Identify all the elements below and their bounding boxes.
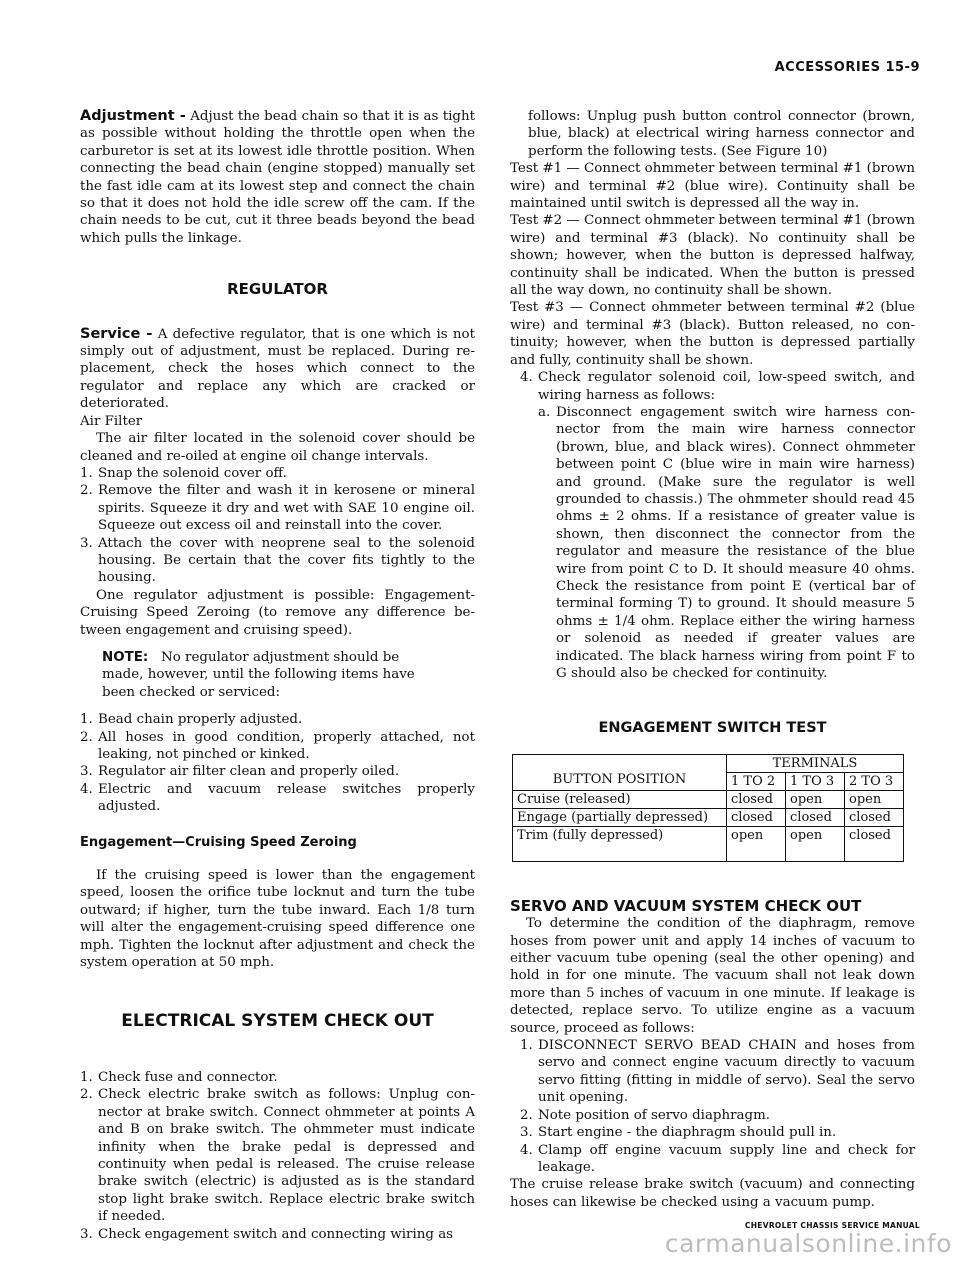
list-item: 4. Electric and vacuum release switches properly adjusted. (80, 781, 475, 815)
table-row (513, 826, 904, 861)
regulator-heading: REGULATOR (227, 280, 328, 299)
sub-steps (538, 404, 915, 683)
engagement-heading: ENGAGEMENT SWITCH TEST (598, 720, 827, 737)
adjustment-paragraph (80, 108, 475, 247)
zeroing-text: If the cruising speed is lower than the engagement speed, loosen the orifice tube locknut and turn the tube outward; if higher, turn the tube inward. Each 1/8 turn will alter the engagement-cruising speed difference one mph. Tighten the locknut after adjustment and check the system operation at 50 mph. (80, 868, 475, 971)
closing-text: The cruise release brake switch (vacuum) and connecting hoses can likewise be checked using a vacuum pump. (510, 1177, 915, 1210)
list-item: 2. All hoses in good condition, properly attached, not leaking, not pinched or kinked. (80, 729, 475, 762)
list-item: 3. Check engagement switch and connecting wiring as (80, 1226, 454, 1242)
list-item: 1. Snap the solenoid cover off. (80, 465, 287, 481)
air-filter-text: The air filter located in the solenoid cover should be cleaned and re-oiled at engine oil change intervals. (80, 431, 475, 464)
servo-text: To determine the condition of the diaphragm, remove hoses from power unit and apply 14 inches of vacuum to either vacuum tube opening (seal the other opening) and hold in for one minute. The vacuum shall not leak down more than 5 inches of vacuum in one minute. If leakage is detected, replace servo. To utilize engine as a vacuum source, proceed as follows: (510, 916, 915, 1036)
note-block (102, 649, 422, 701)
list-item: 1. Bead chain properly adjusted. (80, 712, 303, 728)
adjustment-possible-text: One regulator adjustment is possible: Engagement-Cruising Speed Zeroing (to remove any difference between engagement and cruising speed). (80, 587, 475, 638)
page-footer: CHEVROLET CHASSIS SERVICE MANUAL (744, 1221, 920, 1230)
note-text: No regulator adjustment should be made, however, until the following items have been checked or serviced: (102, 649, 415, 700)
column-header: 1 TO 3 (786, 772, 845, 790)
zeroing-heading: Engagement—Cruising Speed Zeroing (80, 834, 357, 850)
watermark: carmanualsonline.info (664, 1229, 952, 1258)
engagement-switch-table (512, 754, 904, 862)
column-header: 1 TO 2 (727, 772, 786, 790)
table-cell: Trim (fully depressed) (513, 826, 727, 861)
table-cell: closed (845, 826, 904, 861)
note-label: NOTE: (102, 649, 149, 665)
air-filter-steps (80, 465, 475, 587)
service-paragraph (80, 326, 475, 413)
list-item: a. Disconnect engagement switch wire harness connector from the main wire harness connector (brown, blue, and black wires). Connect ohmmeter between point C (blue wire in main wire harness) and ground. (Make sure the regulator is well grounded to chassis.) The ohmmeter should read 45 ohms ± 2 ohms. If a resistance of greater value is shown, then disconnect the connector from the regulator and measure the resistance of the blue wire from point C to D. It should measure 40 ohms. Check the resistance from point E (vertical bar of terminal forming T) to ground. It should measure 5 ohms ± 1/4 ohm. Replace either the wiring harness or solenoid as needed if greater values are indicated. The black harness wiring from point F to G should also be checked for continuity. (538, 404, 915, 681)
servo-heading: SERVO AND VACUUM SYSTEM CHECK OUT (510, 896, 862, 915)
test-2: Test #2 — Connect ohmmeter between terminal #1 (brown wire) and terminal #3 (black). No continuity shall be shown; however, when the button is depressed halfway, continuity shall be indicated. When the button is pressed all the way down, no continuity shall be shown. (510, 213, 915, 299)
list-item: 3. Attach the cover with neoprene seal to the solenoid housing. Be certain that the cover fits tightly to the housing. (80, 535, 475, 586)
column-header: 2 TO 3 (845, 772, 904, 790)
list-item: 2. Check electric brake switch as follows: Unplug connector at brake switch. Connect ohmmeter at points A and B on brake switch. The ohmmeter must indicate infinity when the brake pedal is depressed and continuity when pedal is released. The cruise release brake switch (electric) is adjusted as is the standard stop light brake switch. Replace electric brake switch if needed. (80, 1087, 475, 1225)
table-cell: open (786, 790, 845, 808)
list-item: 1. Check fuse and connector. (80, 1069, 278, 1085)
table-header-row (513, 754, 904, 772)
list-item: 4. Check regulator solenoid coil, low-speed switch, and wiring harness as follows: a. Disconnect engagement switch wire harness connector from the main wire harness connector (brown, blue, and black wires). Connect ohmmeter between point C (blue wire in main wire harness) and ground. (Make sure the regulator is well grounded to chassis.) The ohmmeter should read 45 ohms ± 2 ohms. If a resistance of greater value is shown, then disconnect the connector from the regulator and measure the resistance of the blue wire from point C to D. It should measure 40 ohms. Check the resistance from point E (vertical bar of terminal forming T) to ground. It should measure 5 ohms ± 1/4 ohm. Replace either the wiring harness or solenoid as needed if greater values are indicated. The black harness wiring from point F to G should also be checked for continuity. (520, 370, 915, 681)
table-cell: Engage (partially depressed) (513, 808, 727, 826)
table-cell: closed (727, 790, 786, 808)
list-item: 2. Note position of servo diaphragm. (520, 1107, 771, 1123)
electrical-heading: ELECTRICAL SYSTEM CHECK OUT (121, 1011, 434, 1032)
table-cell: open (786, 826, 845, 861)
air-filter-heading: Air Filter (80, 413, 143, 429)
list-item: 3. Regulator air filter clean and properly oiled. (80, 764, 400, 780)
test-3: Test #3 — Connect ohmmeter between terminal #2 (blue wire) and terminal #3 (black). Button released, no continuity; however, when the button is depressed partially and fully, continuity shall be shown. (510, 300, 915, 368)
test-1: Test #1 — Connect ohmmeter between terminal #1 (brown wire) and terminal #2 (blue wire). Continuity shall be maintained until switch is depressed all the way in. (510, 161, 915, 212)
service-label: Service - (80, 325, 153, 342)
adjustment-text: Adjust the bead chain so that it is as tight as possible without holding the throttle open when the carburetor is set at its lowest idle throttle position. When connecting the bead chain (engine stopped) manually set the fast idle cam at its lowest step and connect the chain so that it does not hold the idle screw off the cam. If the chain needs to be cut, cut it three beads beyond the bead which pulls the linkage. (80, 109, 475, 246)
continued-text: follows: Unplug push button control connector (brown, blue, black) at electrical wiring harness connector and perform the following tests. (See Figure 10) (528, 109, 915, 159)
servo-steps (520, 1037, 915, 1176)
table-cell: open (845, 790, 904, 808)
button-position-header: BUTTON POSITION (513, 754, 727, 790)
table-cell: Cruise (released) (513, 790, 727, 808)
page-header: ACCESSORIES 15-9 (774, 60, 920, 75)
regulator-check-step (520, 369, 915, 682)
table-cell: closed (727, 808, 786, 826)
list-item: 1. DISCONNECT SERVO BEAD CHAIN and hoses from servo and connect engine vacuum directly to vacuum servo fitting (fitting in middle of servo). Seal the servo unit opening. (520, 1038, 915, 1106)
electrical-steps (80, 1069, 475, 1243)
terminals-header: TERMINALS (727, 754, 904, 772)
table-row (513, 790, 904, 808)
left-column (80, 108, 475, 1243)
service-text: A defective regulator, that is one which is not simply out of adjustment, must be replaced. During replacement, check the hoses which connect to the regulator and replace any which are cracked or deteriorated. (80, 326, 475, 412)
adjustment-label: Adjustment - (80, 108, 186, 124)
table-row (513, 808, 904, 826)
list-item: 2. Remove the filter and wash it in kerosene or mineral spirits. Squeeze it dry and wet with SAE 10 engine oil. Squeeze out excess oil and reinstall into the cover. (80, 483, 475, 534)
right-column (510, 108, 915, 1211)
list-item: 3. Start engine - the diaphragm should pull in. (520, 1125, 837, 1141)
table-cell: closed (845, 808, 904, 826)
table-cell: closed (786, 808, 845, 826)
check-items (80, 711, 475, 815)
table-cell: open (727, 826, 786, 861)
list-item: 4. Clamp off engine vacuum supply line and check for leakage. (520, 1142, 915, 1175)
